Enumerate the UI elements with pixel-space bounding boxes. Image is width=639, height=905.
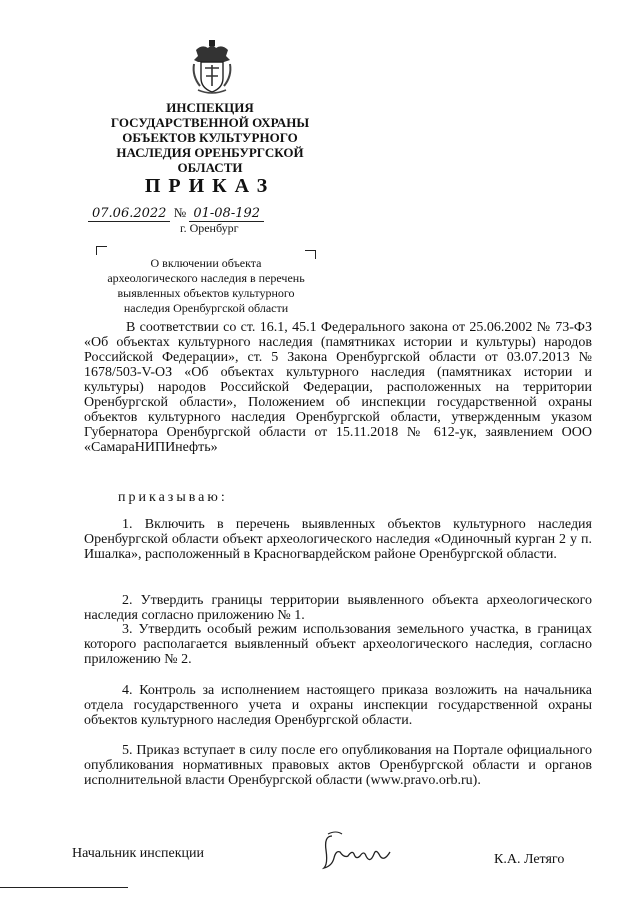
coat-of-arms-icon	[190, 40, 234, 96]
document-subject: О включении объекта археологического наследия в перечень выявленных объектов культурного наследия Оренбургской области	[107, 256, 305, 315]
order-item-5: 5. Приказ вступает в силу после его опубликования на Портале официального опубликования нормативных правовых актов Оренбургской области и органов исполнительной власти Оренбургской области (www.pravo.orb.ru).	[84, 743, 592, 788]
signatory-position: Начальник инспекции	[72, 846, 204, 861]
order-item-2: 2. Утвердить границы территории выявленного объекта археологического наследия согласно приложению № 1.	[84, 593, 592, 623]
signatory-name: К.А. Летяго	[494, 852, 565, 867]
organization-name: ИНСПЕКЦИЯ ГОСУДАРСТВЕННОЙ ОХРАНЫ ОБЪЕКТОВ КУЛЬТУРНОГО НАСЛЕДИЯ ОРЕНБУРГСКОЙ ОБЛАСТИ	[110, 100, 310, 175]
order-word: приказываю:	[118, 490, 228, 505]
order-item-4: 4. Контроль за исполнением настоящего приказа возложить на начальника отдела государственного учета и охраны инспекции государственной охраны объектов культурного наследия Оренбургской области.	[84, 683, 592, 728]
number-sign: №	[173, 205, 187, 220]
order-item-1: 1. Включить в перечень выявленных объектов культурного наследия Оренбургской области объект археологического наследия «Одиночный курган 2 у п. Ишалка», расположенный в Красногвардейском районе Оренбургской области.	[84, 517, 592, 562]
handwritten-signature	[318, 828, 398, 872]
subject-bracket-left	[96, 246, 107, 255]
document-type-title: ПРИКАЗ	[144, 175, 276, 197]
date-number-line	[88, 205, 318, 222]
document-number: 01-08-192	[189, 206, 264, 222]
preamble-paragraph: В соответствии со ст. 16.1, 45.1 Федерального закона от 25.06.2002 № 73-ФЗ «Об объектах культурного наследия (памятниках истории и культуры) народов Российской Федерации», ст. 5 Закона Оренбургской области от 03.07.2013 № 1678/503-V-ОЗ «Об объектах культурного наследия (памятниках истории и культуры) народов Российской Федерации, расположенных на территории Оренбургской области», Положением об инспекции государственной охраны объектов культурного наследия Оренбургской области, утвержденным указом Губернатора Оренбургской области от 15.11.2018 № 612-ук, заявлением ООО «СамараНИПИнефть»	[84, 320, 592, 455]
document-date: 07.06.2022	[88, 206, 170, 222]
city: г. Оренбург	[180, 221, 239, 235]
order-item-3: 3. Утвердить особый режим использования земельного участка, в границах которого располагается выявленный объект археологического наследия, согласно приложению № 2.	[84, 622, 592, 667]
footer-divider	[0, 887, 128, 888]
